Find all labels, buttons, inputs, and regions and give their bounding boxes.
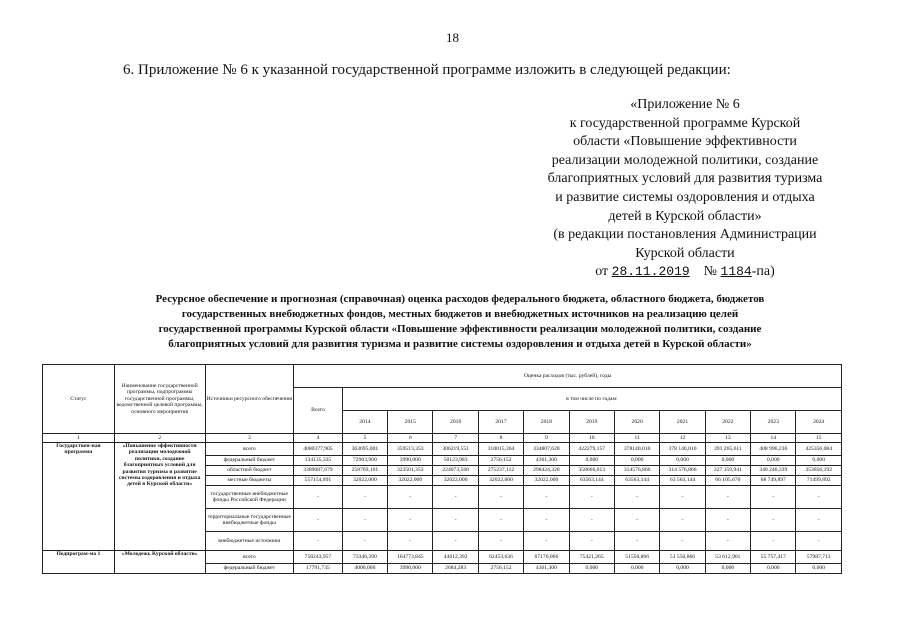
value-cell: 4000,000 [342, 564, 387, 574]
value-cell: - [524, 532, 569, 551]
appendix-line: «Приложение № 6 [630, 97, 740, 112]
column-number: 10 [569, 434, 614, 443]
value-cell: - [569, 532, 614, 551]
value-cell: - [796, 486, 842, 509]
header-year: 2017 [478, 411, 523, 434]
value-cell: 134135,335 [294, 456, 343, 466]
row-status: Подпрограм-ма 1 [43, 551, 115, 574]
column-number: 9 [524, 434, 569, 443]
heading-line: государственной программы Курской области «Повышение эффективности реализации молодежной политики, создание [158, 323, 762, 335]
value-cell: 63563,144 [614, 476, 659, 486]
value-cell: 557154,891 [294, 476, 343, 486]
value-cell: 51 550,866 [660, 551, 705, 564]
value-cell: - [524, 509, 569, 532]
value-cell: - [294, 486, 343, 509]
value-cell: - [614, 509, 659, 532]
column-number: 3 [205, 434, 294, 443]
appendix-date-line [520, 263, 850, 282]
value-cell: 758243,957 [294, 551, 343, 564]
value-cell: - [342, 532, 387, 551]
value-cell: - [796, 509, 842, 532]
appendix-block [520, 96, 850, 282]
value-cell: 0,000 [569, 456, 614, 466]
heading-line: благоприятных условий для развития туризма и развитие системы оздоровления и отдыха детей в Курской области» [168, 338, 752, 350]
intro-text: 6. Приложение № 6 к указанной государственной программе изложить в следующей редакции: [123, 62, 731, 78]
value-cell: 340 246,339 [751, 466, 796, 476]
value-cell: 275237,112 [478, 466, 523, 476]
value-cell: 393 265,611 [705, 443, 750, 456]
value-cell: 0,000 [569, 564, 614, 574]
column-number: 7 [433, 434, 478, 443]
value-cell: - [751, 532, 796, 551]
appendix-line: области «Повышение эффективности [573, 134, 797, 150]
row-source: областной бюджет [205, 466, 294, 476]
header-year: 2020 [614, 411, 659, 434]
header-source: Источники ресурсного обеспечения [205, 365, 294, 434]
heading-line: Ресурсное обеспечение и прогнозная (справочная) оценка расходов федерального бюджета, областного бюджета, бюджетов [155, 293, 765, 305]
column-number: 6 [388, 434, 433, 443]
value-cell: - [342, 486, 387, 509]
value-cell: - [388, 509, 433, 532]
value-cell: 75421,265 [569, 551, 614, 564]
number-suffix: -па) [751, 264, 775, 280]
document-number: 1184 [720, 264, 752, 280]
value-cell: 306219,551 [433, 443, 478, 456]
value-cell: - [705, 486, 750, 509]
row-source: федеральный бюджет [205, 564, 294, 574]
value-cell: 17791,735 [294, 564, 343, 574]
value-cell: 2684,283 [433, 564, 478, 574]
value-cell: 224073,568 [433, 466, 478, 476]
column-number: 12 [660, 434, 705, 443]
value-cell: 422279,157 [569, 443, 614, 456]
row-source: внебюджетные источники [205, 532, 294, 551]
value-cell: 327 159,941 [705, 466, 750, 476]
value-cell: - [796, 532, 842, 551]
value-cell: - [294, 532, 343, 551]
row-source: всего [205, 443, 294, 456]
value-cell: 314576,866 [614, 466, 659, 476]
column-number: 8 [478, 434, 523, 443]
header-year: 2021 [660, 411, 705, 434]
value-cell: 4361,300 [524, 456, 569, 466]
value-cell: 258769,101 [342, 466, 387, 476]
value-cell: 63 563,144 [660, 476, 705, 486]
header-including: в том числе по годам: [342, 388, 841, 411]
value-cell: 0,000 [751, 456, 796, 466]
value-cell: 62453,636 [478, 551, 523, 564]
header-estimate: Оценка расходов (тыс. рублей), годы [294, 365, 842, 388]
value-cell: - [388, 532, 433, 551]
value-cell: 68 749,897 [751, 476, 796, 486]
value-cell: 408 996,236 [751, 443, 796, 456]
value-cell: 32022,000 [433, 476, 478, 486]
value-cell: 2756,152 [478, 456, 523, 466]
value-cell: 363695,001 [342, 443, 387, 456]
header-year: 2018 [524, 411, 569, 434]
value-cell: 51550,866 [614, 551, 659, 564]
table-row [43, 443, 842, 456]
value-cell: 353856,192 [796, 466, 842, 476]
value-cell: - [388, 486, 433, 509]
value-cell: 0,000 [751, 564, 796, 574]
column-number: 1 [43, 434, 115, 443]
heading-line: государственных внебюджетных фондов, местных бюджетов и внебюджетных источников на реализацию целей [181, 308, 739, 320]
value-cell: 0,000 [660, 564, 705, 574]
value-cell: 55 757,417 [751, 551, 796, 564]
value-cell: 0,000 [660, 456, 705, 466]
value-cell: 32022,000 [478, 476, 523, 486]
header-status: Статус [43, 365, 115, 434]
value-cell: - [524, 486, 569, 509]
value-cell: - [751, 509, 796, 532]
value-cell: 359513,353 [388, 443, 433, 456]
header-year: 2019 [569, 411, 614, 434]
value-cell: 323501,353 [388, 466, 433, 476]
value-cell: 358666,013 [569, 466, 614, 476]
value-cell: 314 576,866 [660, 466, 705, 476]
date-prefix: от [595, 264, 609, 280]
header-name: Наименование государственной программы, подпрограммы государственной программы, ведомственной целевой программы, основного мероприятия [114, 365, 205, 434]
value-cell: - [478, 486, 523, 509]
value-cell: 50123,983 [433, 456, 478, 466]
row-source: территориальные государственные внебюджетные фонды [205, 509, 294, 532]
resource-table [42, 364, 842, 574]
column-number: 5 [342, 434, 387, 443]
appendix-line: к государственной программе Курской [569, 115, 801, 131]
value-cell: 0,000 [705, 564, 750, 574]
header-year: 2016 [433, 411, 478, 434]
row-source: всего [205, 551, 294, 564]
value-cell: 425356,084 [796, 443, 842, 456]
value-cell: 164773,845 [388, 551, 433, 564]
value-cell: 0,000 [796, 456, 842, 466]
value-cell: 4080377,905 [294, 443, 343, 456]
value-cell: 2756,152 [478, 564, 523, 574]
row-source: местные бюджеты [205, 476, 294, 486]
value-cell: 0,000 [705, 456, 750, 466]
column-number: 2 [114, 434, 205, 443]
value-cell: 310015,364 [478, 443, 523, 456]
column-number: 15 [796, 434, 842, 443]
value-cell: - [660, 486, 705, 509]
header-year: 2024 [796, 411, 842, 434]
row-source: федеральный бюджет [205, 456, 294, 466]
appendix-line: благоприятных условий для развития туризма [547, 171, 823, 187]
value-cell: 298424,328 [524, 466, 569, 476]
header-year: 2023 [751, 411, 796, 434]
value-cell: - [433, 509, 478, 532]
number-prefix: № [703, 264, 718, 280]
value-cell: - [433, 486, 478, 509]
value-cell: - [433, 532, 478, 551]
value-cell: 63563,144 [569, 476, 614, 486]
value-cell: 53 612,901 [705, 551, 750, 564]
value-cell: 66 105,670 [705, 476, 750, 486]
column-number: 14 [751, 434, 796, 443]
row-program-name: «Повышение эффективности реализации молодежной политики, создание благоприятных условий для развития туризма и развитие системы оздоровления и отдыха детей в Курской области» [114, 443, 205, 551]
page-number: 18 [446, 30, 459, 45]
row-source: государственные внебюджетные фонды Российской Федерации [205, 486, 294, 509]
value-cell: 73346,390 [342, 551, 387, 564]
appendix-line: и развитие системы оздоровления и отдыха [555, 189, 815, 205]
table-heading [80, 292, 840, 352]
value-cell: 3389087,679 [294, 466, 343, 476]
value-cell: - [705, 532, 750, 551]
value-cell: 378 140,010 [660, 443, 705, 456]
value-cell: 334807,628 [524, 443, 569, 456]
value-cell: 71499,892 [796, 476, 842, 486]
appendix-line: детей в Курской области» [608, 208, 762, 224]
value-cell: - [342, 509, 387, 532]
header-year: 2022 [705, 411, 750, 434]
header-total: Всего [294, 388, 343, 434]
value-cell: 378140,010 [614, 443, 659, 456]
row-program-name: «Молодежь Курской области» [114, 551, 205, 574]
value-cell: - [614, 532, 659, 551]
header-year: 2015 [388, 411, 433, 434]
value-cell: 3990,000 [388, 456, 433, 466]
value-cell: 44612,392 [433, 551, 478, 564]
value-cell: 32022,000 [524, 476, 569, 486]
value-cell: - [660, 532, 705, 551]
value-cell: 3990,000 [388, 564, 433, 574]
value-cell: 32022,000 [342, 476, 387, 486]
row-status: Государствен-ная программа [43, 443, 115, 551]
document-date: 28.11.2019 [611, 264, 690, 280]
value-cell: - [751, 486, 796, 509]
value-cell: 32022,000 [388, 476, 433, 486]
header-year: 2014 [342, 411, 387, 434]
value-cell: - [478, 509, 523, 532]
value-cell: 72903,900 [342, 456, 387, 466]
appendix-line: Курской области [635, 245, 735, 261]
value-cell: 4361,300 [524, 564, 569, 574]
value-cell: 0,000 [614, 456, 659, 466]
appendix-line: реализации молодежной политики, создание [551, 152, 819, 168]
value-cell: - [294, 509, 343, 532]
value-cell: 0,000 [614, 564, 659, 574]
value-cell: - [614, 486, 659, 509]
column-number: 11 [614, 434, 659, 443]
value-cell: - [569, 486, 614, 509]
value-cell: 67176,066 [524, 551, 569, 564]
value-cell: - [569, 509, 614, 532]
column-number: 4 [294, 434, 343, 443]
value-cell: - [660, 509, 705, 532]
value-cell: 0,000 [796, 564, 842, 574]
appendix-line: (в редакции постановления Администрации [553, 227, 817, 243]
value-cell: 57987,713 [796, 551, 842, 564]
value-cell: - [705, 509, 750, 532]
value-cell: - [478, 532, 523, 551]
column-number: 13 [705, 434, 750, 443]
table-row [43, 551, 842, 564]
